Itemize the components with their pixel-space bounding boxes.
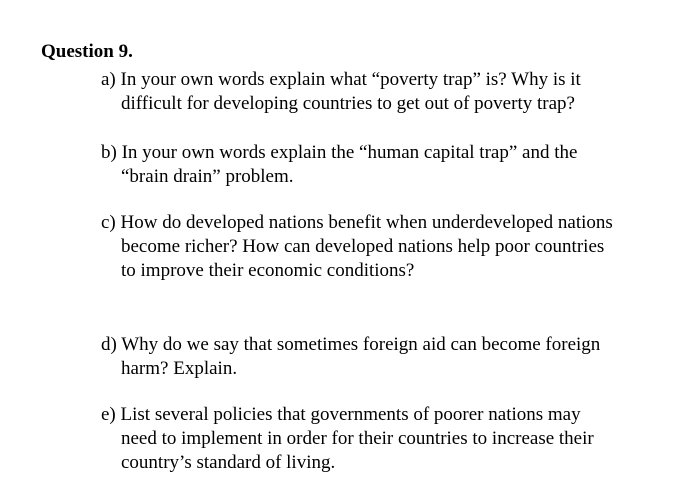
part-a-line-2: difficult for developing countries to get out of poverty trap? [121, 93, 575, 114]
part-e-line-2: need to implement in order for their countries to increase their [121, 428, 594, 449]
part-c-line-3: to improve their economic conditions? [121, 260, 415, 281]
part-b-line-2: “brain drain” problem. [121, 166, 294, 187]
part-b-line-1: b) In your own words explain the “human capital trap” and the [101, 142, 578, 163]
question-part-c [101, 211, 613, 283]
part-c-line-1: c) How do developed nations benefit when underdeveloped nations [101, 212, 613, 233]
question-part-d [101, 333, 600, 381]
part-a-line-1: a) In your own words explain what “poverty trap” is? Why is it [101, 69, 581, 90]
part-d-line-2: harm? Explain. [121, 358, 238, 379]
part-c-line-2: become richer? How can developed nations help poor countries [121, 236, 605, 257]
question-part-b [101, 141, 577, 189]
part-d-line-1: d) Why do we say that sometimes foreign aid can become foreign [101, 334, 601, 355]
part-e-line-3: country’s standard of living. [121, 452, 336, 473]
part-e-line-1: e) List several policies that governments of poorer nations may [101, 404, 581, 425]
question-title: Question 9. [41, 41, 133, 62]
question-part-e [101, 403, 594, 475]
question-part-a [101, 68, 581, 116]
